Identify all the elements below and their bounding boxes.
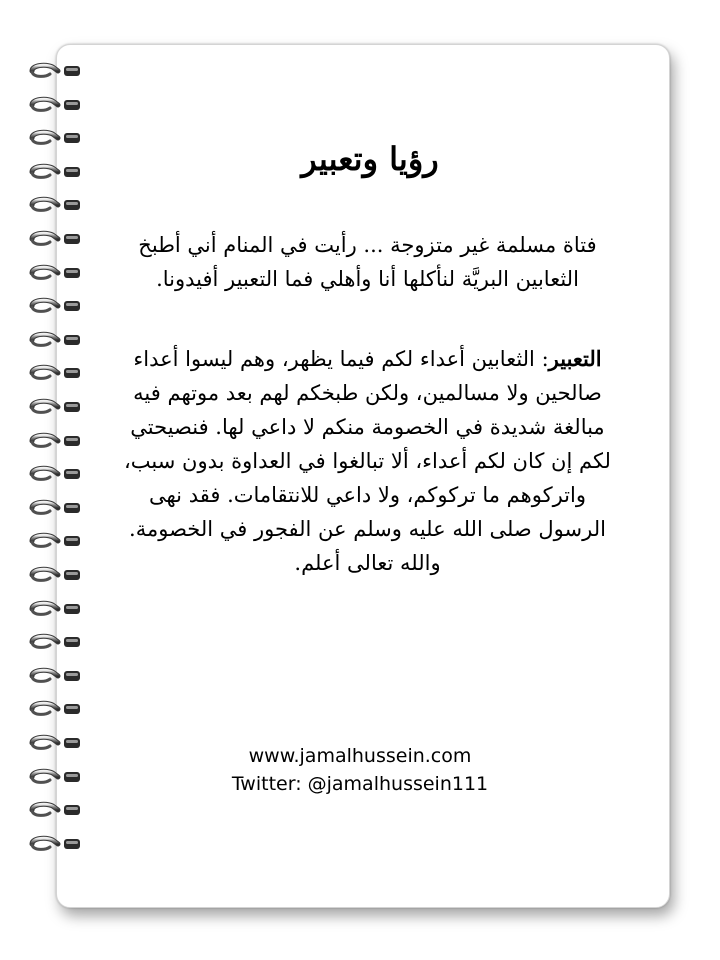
spiral-ring-icon [28,230,84,248]
spiral-ring-icon [28,297,84,315]
spiral-ring-icon [28,62,84,80]
spiral-ring-icon [28,835,84,853]
spiral-ring-icon [28,196,84,214]
spiral-ring-icon [28,364,84,382]
interpretation-label: التعبير [548,346,602,371]
spiral-ring-icon [28,801,84,819]
footer [120,742,600,798]
spiral-ring-icon [28,264,84,282]
spiral-ring-icon [28,532,84,550]
spiral-ring-icon [28,499,84,517]
spiral-ring-icon [28,734,84,752]
spiral-ring-icon [28,432,84,450]
interpretation-text: : الثعابين أعداء لكم فيما يظهر، وهم ليسوا أعداء صالحين ولا مسالمين، ولكن طبخكم لهم بعد موتهم فيه مبالغة شديدة في الخصومة منكم لا داعي لها. فنصيحتي لكم إن كان لكم أعداء، ألا تبالغوا في العداوة بدون سبب، واتركوهم ما تركوكم، ولا داعي للانتقامات. فقد نهى الرسول صلى الله عليه وسلم عن الفجور في الخصومة. والله تعالى أعلم. [124,347,611,575]
spiral-ring-icon [28,398,84,416]
spiral-ring-icon [28,331,84,349]
spiral-ring-icon [28,465,84,483]
dream-interpretation [120,342,615,580]
spiral-ring-icon [28,163,84,181]
spiral-binding [28,62,88,882]
spiral-ring-icon [28,566,84,584]
spiral-ring-icon [28,600,84,618]
spiral-ring-icon [28,667,84,685]
spiral-ring-icon [28,768,84,786]
page-title: رؤيا وتعبير [301,140,439,178]
twitter-handle: Twitter: @jamalhussein111 [231,773,489,795]
spiral-ring-icon [28,96,84,114]
dream-question: فتاة مسلمة غير متزوجة ... رأيت في المنام أني أطبخ الثعابين البريَّة لنأكلها أنا وأهلي فما التعبير أفيدونا. [138,233,597,291]
spiral-ring-icon [28,633,84,651]
spiral-ring-icon [28,700,84,718]
website-link[interactable]: www.jamalhussein.com [248,745,472,767]
spiral-ring-icon [28,129,84,147]
